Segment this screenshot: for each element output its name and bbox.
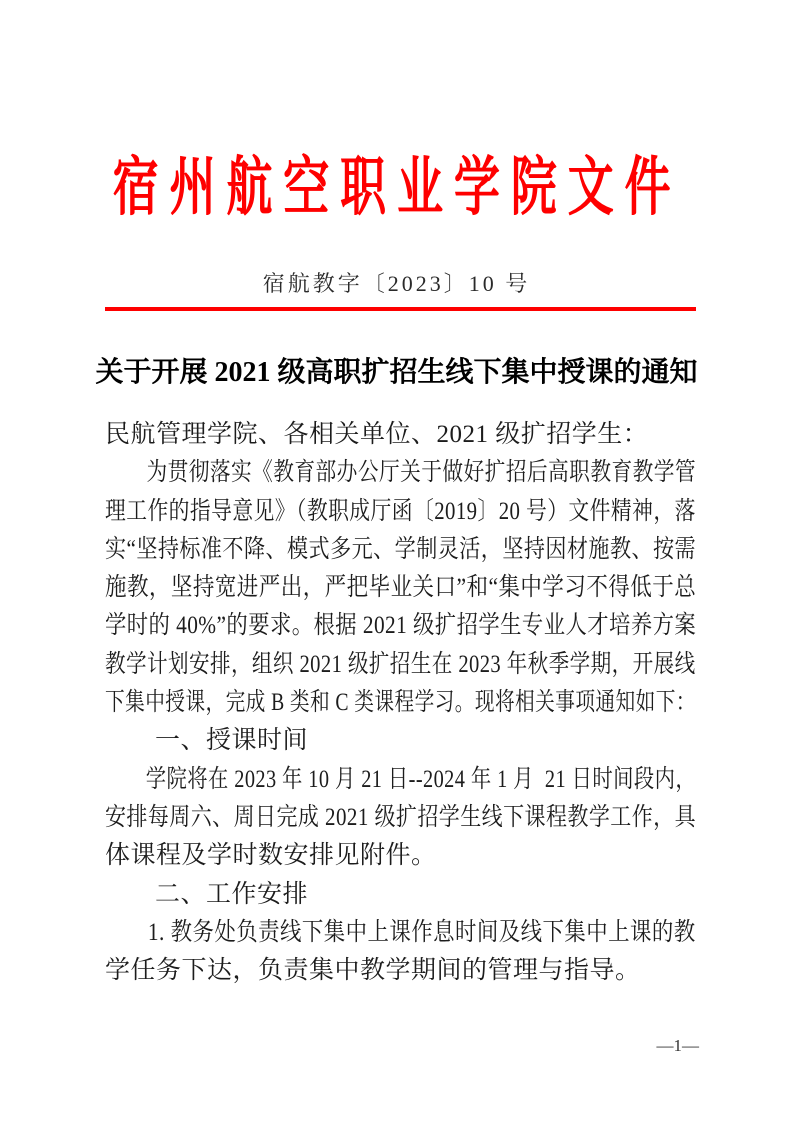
document-body <box>105 416 696 990</box>
document-number: 宿航教字〔2023〕10 号 <box>262 271 531 296</box>
body-line: 民航管理学院、各相关单位、2021 级扩招学生： <box>105 421 649 448</box>
org-header-title <box>0 150 793 226</box>
body-line: 学院将在 2023 年 10 月 21 日--2024 年 1 月 21 日时间段内， <box>145 765 697 793</box>
body-line: 教学计划安排，组织 2021 级扩招生在 2023 年秋季学期，开展线 <box>105 650 696 678</box>
body-line: 实“坚持标准不降、模式多元、学制灵活，坚持因材施教、按需 <box>105 535 697 563</box>
body-line: 体课程及学时数安排见附件。 <box>105 842 437 870</box>
body-line: 二、工作安排 <box>155 880 309 908</box>
org-header-title-text: 宿州航空职业学院文件 <box>112 152 681 223</box>
body-line: 一、授课时间 <box>155 727 309 755</box>
body-line: 学时的 40%”的要求。根据 2021 级扩招学生专业人才培养方案 <box>105 612 697 640</box>
body-line: 为贯彻落实《教育部办公厅关于做好扩招后高职教育教学管 <box>146 459 697 487</box>
body-line: 施教，坚持宽进严出，严把毕业关口”和“集中学习不得低于总 <box>105 574 697 602</box>
body-line: 下集中授课，完成 B 类和 C 类课程学习。现将相关事项通知如下： <box>105 689 696 717</box>
notice-title: 关于开展 2021 级高职扩招生线下集中授课的通知 <box>95 357 698 388</box>
body-line: 安排每周六、周日完成 2021 级扩招学生线下课程教学工作，具 <box>105 803 697 831</box>
red-divider-line <box>105 307 696 311</box>
body-line: 理工作的指导意见》（教职成厅函〔2019〕20 号）文件精神，落 <box>105 497 696 525</box>
page-number: —1— <box>656 1036 699 1055</box>
body-line: 学任务下达，负责集中教学期间的管理与指导。 <box>105 957 641 985</box>
body-line: 1. 教务处负责线下集中上课作息时间及线下集中上课的教 <box>147 918 696 946</box>
